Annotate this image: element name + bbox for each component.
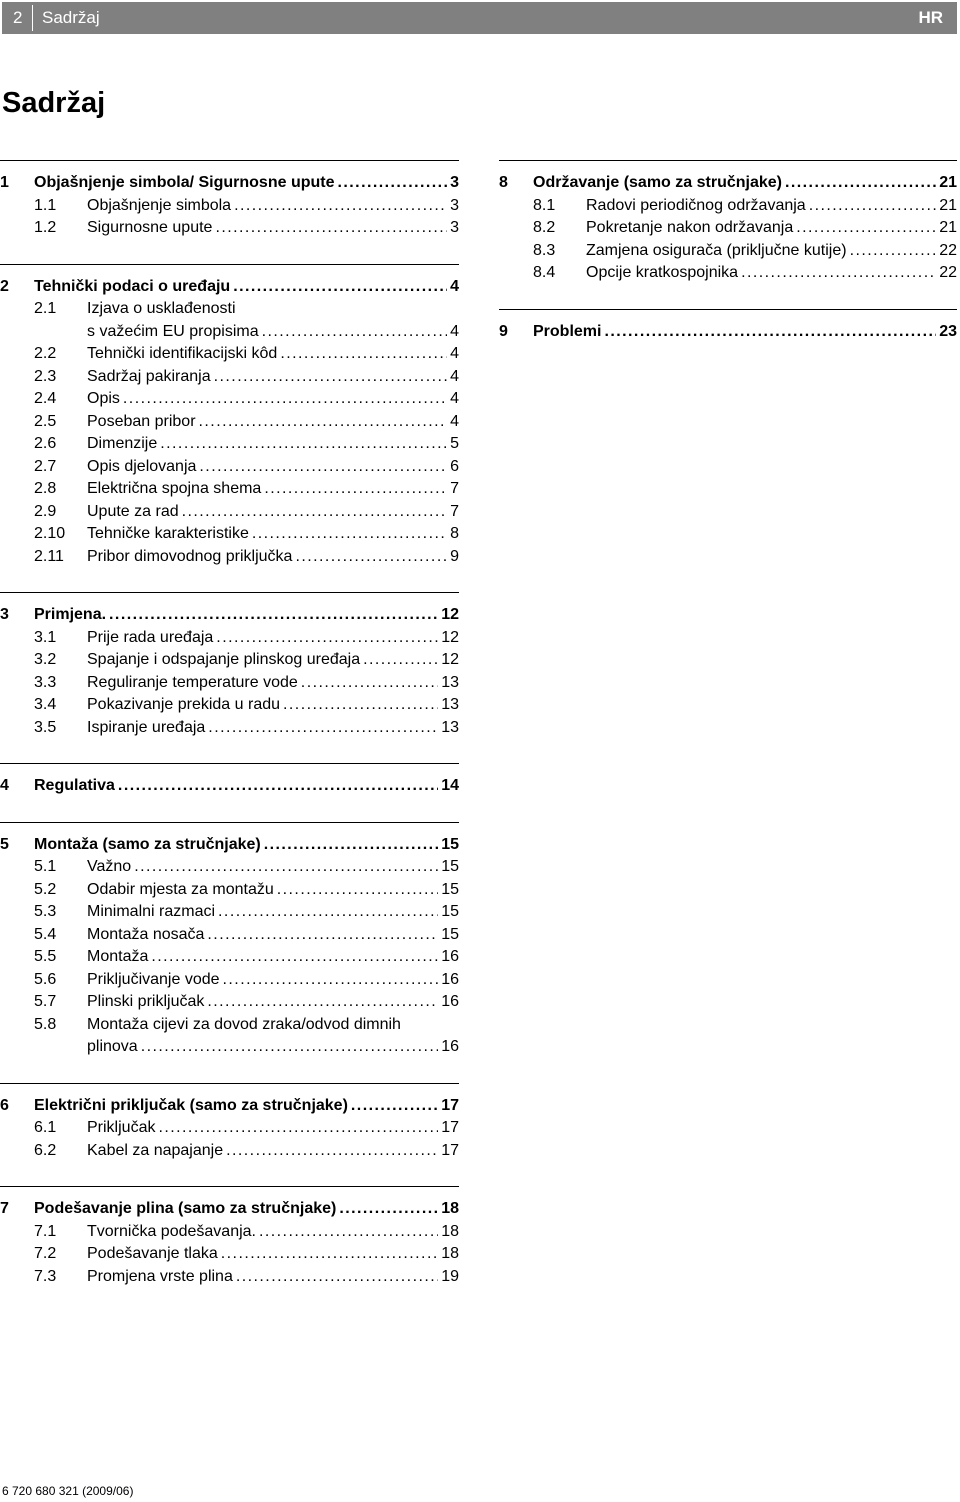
toc-section — [0, 822, 459, 1059]
toc-entry-number: 2.2 — [34, 345, 57, 362]
toc-entry-title: s važećim EU propisima — [87, 322, 259, 340]
toc-entry-title: Pribor dimovodnog priključka — [87, 547, 293, 565]
toc-entry-title: Minimalni razmaci — [87, 903, 216, 920]
toc-entry-page: 18 — [441, 1245, 459, 1262]
toc-entry-page: 22 — [939, 241, 957, 259]
toc-entry-number: 3.4 — [34, 696, 57, 713]
toc-entry-page: 17 — [441, 1119, 459, 1136]
toc-entry-number: 6 — [0, 1096, 9, 1114]
toc-section — [0, 1083, 459, 1163]
toc-entry-number: 1.2 — [34, 219, 57, 236]
toc-entry-number: 5 — [0, 835, 9, 853]
toc-entry-title: Montaža cijevi za dovod zraka/odvod dimnih — [87, 1015, 401, 1033]
toc-entry-page: 17 — [441, 1096, 459, 1114]
toc-entry-title: Montaža — [87, 948, 149, 965]
toc-entry-title: plinova — [87, 1038, 138, 1055]
toc-entry-page: 12 — [441, 628, 459, 646]
toc-dot-leader — [208, 717, 438, 740]
toc-subentry[interactable] — [0, 1243, 459, 1266]
toc-dot-leader — [199, 411, 448, 434]
toc-dot-leader — [604, 321, 936, 344]
toc-dot-leader — [160, 433, 447, 456]
toc-entry-number: 2.4 — [34, 390, 57, 407]
toc-entry-number: 7.2 — [34, 1245, 57, 1262]
toc-entry-number: 9 — [499, 322, 508, 340]
toc-dot-leader — [234, 195, 447, 218]
toc-entry-title: Tvornička podešavanja. — [87, 1222, 256, 1240]
toc-entry-number: 2.11 — [34, 547, 64, 565]
toc-dot-leader — [264, 834, 438, 857]
toc-subentry[interactable] — [0, 991, 459, 1014]
toc-dot-leader — [151, 946, 438, 969]
toc-subentry[interactable] — [0, 546, 459, 569]
toc-dot-leader — [207, 924, 438, 947]
toc-entry-number: 5.8 — [34, 1015, 57, 1033]
toc-entry-number: 3.5 — [34, 718, 57, 736]
toc-entry-title: Prije rada uređaja — [87, 628, 214, 646]
toc-entry-number: 3.3 — [34, 673, 57, 691]
toc-dot-leader — [158, 1117, 438, 1140]
toc-entry-title: Spajanje i odspajanje plinskog uređaja — [87, 651, 361, 668]
toc-subentry[interactable] — [0, 1140, 459, 1163]
toc-subentry[interactable] — [0, 1014, 459, 1037]
toc-entry-title: Ispiranje uređaja — [87, 718, 206, 736]
toc-dot-leader — [785, 172, 936, 195]
toc-dot-leader — [741, 262, 936, 285]
toc-subentry[interactable] — [0, 946, 459, 969]
toc-entry-page: 3 — [450, 174, 459, 191]
toc-entry-number: 5.5 — [34, 948, 57, 965]
toc-entry-page: 17 — [441, 1141, 459, 1159]
toc-entry-page: 6 — [450, 457, 459, 475]
toc-entry-title: Kabel za napajanje — [87, 1141, 224, 1159]
toc-subentry[interactable] — [0, 879, 459, 902]
toc-entry-title: Tehnički identifikacijski kôd — [87, 345, 278, 362]
toc-dot-leader — [850, 240, 937, 263]
toc-dot-leader — [264, 478, 447, 501]
toc-subentry[interactable] — [0, 388, 459, 411]
toc-subentry[interactable] — [0, 523, 459, 546]
toc-entry-page: 4 — [450, 412, 459, 430]
toc-subentry[interactable] — [0, 343, 459, 366]
toc-entry-page: 12 — [441, 606, 459, 623]
toc-dot-leader — [226, 1140, 438, 1163]
toc-entry-title: Opis — [87, 390, 120, 407]
toc-entry-page: 14 — [441, 777, 459, 794]
toc-dot-leader — [223, 969, 439, 992]
toc-subentry[interactable] — [0, 411, 459, 434]
toc-subentry[interactable] — [0, 672, 459, 695]
toc-entry-page: 15 — [441, 880, 459, 898]
toc-entry-title: Tehnički podaci o uređaju — [34, 277, 231, 295]
toc-entry-page: 15 — [441, 903, 459, 920]
toc-entry-page: 18 — [441, 1222, 459, 1240]
toc-dot-leader — [118, 775, 438, 798]
toc-dot-leader — [252, 523, 447, 546]
toc-subentry[interactable] — [0, 924, 459, 947]
toc-entry-title: Sigurnosne upute — [87, 219, 213, 236]
toc-entry-title: Izjava o usklađenosti — [87, 300, 236, 317]
toc-entry-title: Reguliranje temperature vode — [87, 673, 298, 691]
toc-dot-leader — [796, 217, 936, 240]
toc-subentry[interactable] — [0, 298, 459, 321]
toc-subentry[interactable] — [0, 195, 459, 218]
toc-dot-leader — [221, 1243, 438, 1266]
toc-entry-number: 2.7 — [34, 457, 57, 475]
toc-entry-number: 8.1 — [533, 196, 556, 214]
toc-dot-leader — [280, 343, 447, 366]
toc-entry-number: 2.5 — [34, 412, 57, 430]
toc-chapter-entry[interactable] — [499, 172, 957, 195]
toc-dot-leader — [216, 627, 438, 650]
toc-entry-number: 6.1 — [34, 1119, 57, 1136]
toc-entry-title: Tehničke karakteristike — [87, 525, 249, 542]
toc-section — [0, 763, 459, 798]
toc-entry-page: 18 — [441, 1200, 459, 1217]
toc-subentry[interactable] — [0, 694, 459, 717]
toc-chapter-entry[interactable] — [0, 1198, 459, 1221]
toc-entry-page: 4 — [450, 322, 459, 340]
toc-dot-leader — [233, 276, 447, 299]
toc-dot-leader — [123, 388, 447, 411]
toc-dot-leader — [809, 195, 937, 218]
toc-entry-title: Plinski priključak — [87, 993, 205, 1010]
toc-chapter-entry[interactable] — [0, 1095, 459, 1118]
toc-entry-title: Montaža (samo za stručnjake) — [34, 835, 261, 853]
toc-chapter-entry[interactable] — [0, 775, 459, 798]
toc-entry-number: 2.3 — [34, 367, 57, 385]
toc-dot-leader — [301, 672, 438, 695]
toc-entry-number: 8 — [499, 174, 508, 191]
header-section-title: Sadržaj — [42, 8, 100, 27]
toc-subentry[interactable] — [0, 366, 459, 389]
toc-section — [499, 309, 957, 344]
toc-dot-leader — [283, 694, 438, 717]
toc-section — [0, 264, 459, 569]
toc-entry-page: 21 — [939, 196, 957, 214]
toc-entry-number: 7 — [0, 1200, 9, 1217]
toc-entry-title: Dimenzije — [87, 435, 158, 452]
toc-dot-leader — [277, 879, 438, 902]
header-page-number: 2 — [13, 8, 23, 27]
toc-entry-title: Pokretanje nakon održavanja — [586, 219, 794, 236]
toc-section — [0, 1186, 459, 1288]
toc-entry-page: 16 — [441, 1038, 459, 1055]
toc-entry-number: 2.8 — [34, 480, 57, 497]
toc-dot-leader — [199, 456, 447, 479]
toc-subentry[interactable] — [0, 1036, 459, 1059]
toc-entry-number: 8.4 — [533, 264, 556, 281]
toc-entry-title: Objašnjenje simbola — [87, 196, 232, 214]
toc-entry-title: Priključivanje vode — [87, 970, 220, 988]
toc-dot-leader — [141, 1036, 439, 1059]
toc-entry-number: 8.2 — [533, 219, 556, 236]
toc-entry-page: 9 — [450, 547, 459, 565]
toc-entry-title: Montaža nosača — [87, 925, 205, 943]
toc-right-column — [499, 160, 957, 343]
toc-chapter-entry[interactable] — [499, 321, 957, 344]
toc-subentry[interactable] — [499, 217, 957, 240]
toc-entry-page: 8 — [450, 525, 459, 542]
toc-entry-number: 6.2 — [34, 1141, 57, 1159]
toc-entry-page: 15 — [441, 835, 459, 853]
toc-entry-number: 5.2 — [34, 880, 57, 898]
toc-entry-title: Opcije kratkospojnika — [586, 264, 739, 281]
toc-entry-title: Električna spojna shema — [87, 480, 262, 497]
toc-entry-page: 21 — [939, 174, 957, 191]
toc-entry-page: 23 — [939, 322, 957, 340]
toc-dot-leader — [215, 217, 447, 240]
toc-subentry[interactable] — [0, 856, 459, 879]
toc-entry-number: 5.1 — [34, 858, 57, 875]
toc-entry-number: 7.1 — [34, 1222, 57, 1240]
toc-dot-leader — [363, 649, 438, 672]
toc-dot-leader — [236, 1266, 438, 1289]
toc-entry-title: Odabir mjesta za montažu — [87, 880, 274, 898]
toc-subentry[interactable] — [499, 195, 957, 218]
toc-subentry[interactable] — [0, 478, 459, 501]
toc-entry-title: Primjena. — [34, 606, 107, 623]
toc-dot-leader — [351, 1095, 438, 1118]
toc-entry-page: 13 — [441, 718, 459, 736]
toc-entry-number: 3.1 — [34, 628, 57, 646]
toc-entry-page: 16 — [441, 948, 459, 965]
toc-dot-leader — [218, 901, 438, 924]
toc-subentry[interactable] — [0, 1266, 459, 1289]
toc-entry-number: 2.1 — [34, 300, 57, 317]
toc-entry-number: 4 — [0, 777, 9, 794]
toc-dot-leader — [134, 856, 438, 879]
toc-entry-page: 19 — [441, 1267, 459, 1285]
toc-entry-title: Opis djelovanja — [87, 457, 197, 475]
toc-entry-page: 15 — [441, 858, 459, 875]
toc-entry-title: Problemi — [533, 322, 602, 340]
toc-subentry[interactable] — [0, 501, 459, 524]
toc-left-column — [0, 160, 459, 1288]
toc-entry-number: 5.4 — [34, 925, 57, 943]
toc-entry-number: 1.1 — [34, 196, 57, 214]
toc-entry-title: Zamjena osigurača (priključne kutije) — [586, 241, 847, 259]
toc-dot-leader — [182, 501, 447, 524]
toc-section — [499, 160, 957, 285]
toc-entry-page: 15 — [441, 925, 459, 943]
toc-entry-number: 2 — [0, 277, 9, 295]
toc-dot-leader — [262, 321, 447, 344]
toc-dot-leader — [207, 991, 438, 1014]
toc-entry-page: 4 — [450, 390, 459, 407]
toc-entry-number: 5.7 — [34, 993, 57, 1010]
toc-entry-title: Objašnjenje simbola/ Sigurnosne upute — [34, 174, 335, 191]
toc-entry-page: 12 — [441, 651, 459, 668]
toc-chapter-entry[interactable] — [0, 172, 459, 195]
toc-section — [0, 592, 459, 739]
toc-entry-number: 2.9 — [34, 502, 57, 520]
toc-dot-leader — [339, 1198, 438, 1221]
toc-section — [0, 160, 459, 240]
toc-entry-page: 13 — [441, 673, 459, 691]
toc-subentry[interactable] — [0, 1221, 459, 1244]
toc-entry-page: 7 — [450, 502, 459, 520]
toc-chapter-entry[interactable] — [0, 604, 459, 627]
toc-entry-title: Važno — [87, 858, 132, 875]
toc-entry-title: Regulativa — [34, 777, 115, 794]
toc-entry-title: Pokazivanje prekida u radu — [87, 696, 281, 713]
toc-entry-title: Održavanje (samo za stručnjake) — [533, 174, 782, 191]
toc-entry-page: 4 — [450, 367, 459, 385]
page-header — [2, 2, 957, 34]
toc-dot-leader — [259, 1221, 438, 1244]
toc-entry-page: 3 — [450, 219, 459, 236]
toc-entry-title: Radovi periodičnog održavanja — [586, 196, 806, 214]
toc-entry-title: Poseban pribor — [87, 412, 196, 430]
toc-entry-page: 21 — [939, 219, 957, 236]
toc-entry-number: 3.2 — [34, 651, 57, 668]
toc-entry-number: 2.10 — [34, 525, 66, 542]
toc-entry-page: 5 — [450, 435, 459, 452]
toc-entry-title: Podešavanje tlaka — [87, 1245, 218, 1262]
toc-entry-page: 7 — [450, 480, 459, 497]
toc-entry-page: 22 — [939, 264, 957, 281]
toc-entry-page: 13 — [441, 696, 459, 713]
toc-entry-title: Upute za rad — [87, 502, 179, 520]
toc-subentry[interactable] — [0, 901, 459, 924]
header-separator — [32, 5, 33, 31]
toc-dot-leader — [338, 172, 448, 195]
toc-subentry[interactable] — [0, 649, 459, 672]
toc-entry-number: 5.6 — [34, 970, 57, 988]
toc-entry-title: Priključak — [87, 1119, 156, 1136]
toc-entry-number: 8.3 — [533, 241, 556, 259]
toc-subentry[interactable] — [0, 321, 459, 344]
toc-subentry[interactable] — [499, 262, 957, 285]
toc-entry-number: 5.3 — [34, 903, 57, 920]
toc-subentry[interactable] — [0, 1117, 459, 1140]
toc-dot-leader — [214, 366, 447, 389]
document-footer: 6 720 680 321 (2009/06) — [2, 1484, 134, 1498]
toc-entry-title: Promjena vrste plina — [87, 1267, 233, 1285]
toc-entry-page: 16 — [441, 993, 459, 1010]
toc-entry-number: 7.3 — [34, 1267, 57, 1285]
toc-chapter-entry[interactable] — [0, 276, 459, 299]
toc-entry-page: 3 — [450, 196, 459, 214]
page-title: Sadržaj — [2, 87, 106, 119]
toc-subentry[interactable] — [0, 969, 459, 992]
toc-entry-number: 1 — [0, 174, 9, 191]
toc-entry-number: 3 — [0, 606, 9, 623]
toc-entry-page: 4 — [450, 277, 459, 295]
toc-subentry[interactable] — [0, 717, 459, 740]
toc-dot-leader — [295, 546, 447, 569]
toc-entry-number: 2.6 — [34, 435, 57, 452]
toc-entry-title: Podešavanje plina (samo za stručnjake) — [34, 1200, 337, 1217]
toc-entry-page: 16 — [441, 970, 459, 988]
toc-entry-page: 4 — [450, 345, 459, 362]
toc-entry-title: Električni priključak (samo za stručnjake) — [34, 1096, 348, 1114]
toc-chapter-entry[interactable] — [0, 834, 459, 857]
toc-subentry[interactable] — [0, 456, 459, 479]
toc-subentry[interactable] — [0, 627, 459, 650]
header-language: HR — [918, 8, 943, 27]
toc-entry-title: Sadržaj pakiranja — [87, 367, 211, 385]
toc-dot-leader — [109, 604, 438, 627]
toc-subentry[interactable] — [499, 240, 957, 263]
toc-subentry[interactable] — [0, 433, 459, 456]
toc-subentry[interactable] — [0, 217, 459, 240]
